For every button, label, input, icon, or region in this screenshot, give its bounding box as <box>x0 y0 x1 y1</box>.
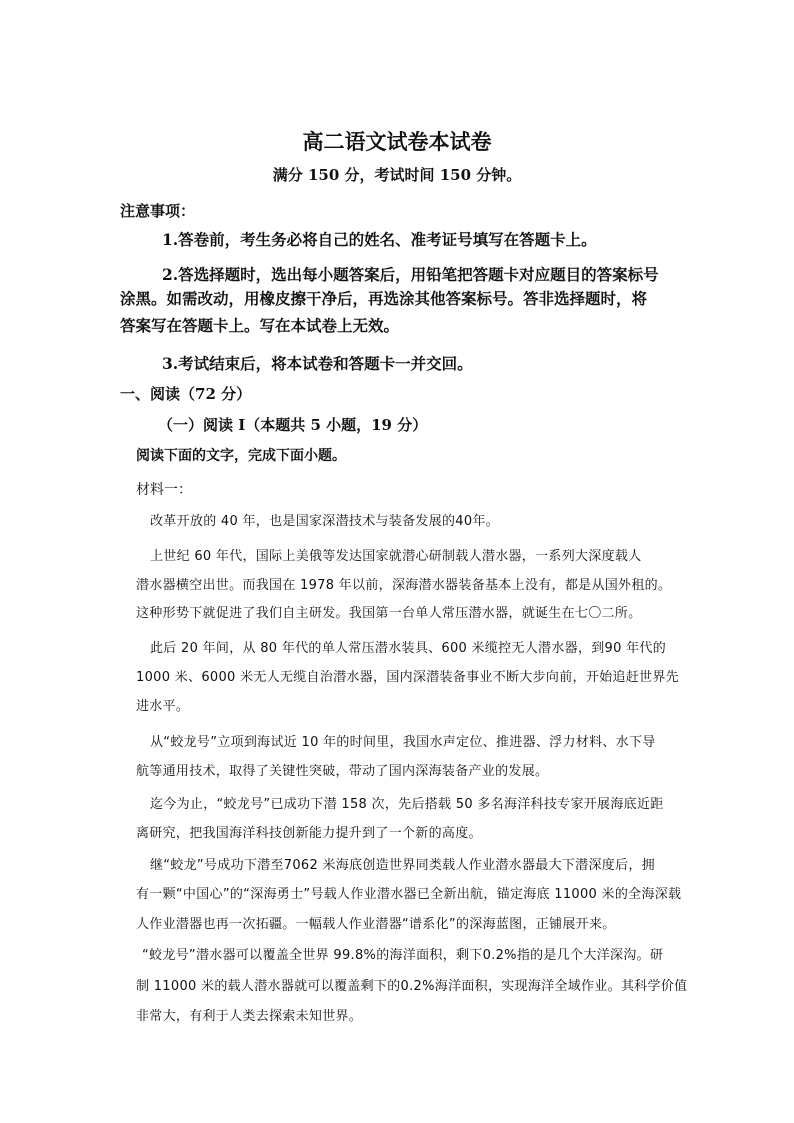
material-line: 潜水器横空出世。而我国在 1978 年以前，深海潜水器装备基本上没有，都是从国外租的。 <box>136 578 672 593</box>
material-line: 这种形势下就促进了我们自主研发。我国第一台单人常压潜水器，就诞生在七〇二所。 <box>136 606 642 621</box>
notice-item-2-line-3: 答案写在答题卡上。写在本试卷上无效。 <box>120 316 400 335</box>
material-line: 从“蛟龙号”立项到海试近 10 年的时间里，我国水声定位、推进器、浮力材料、水下导 <box>150 735 656 750</box>
page-title: 高二语文试卷本试卷 <box>302 129 492 154</box>
notice-heading: 注意事项： <box>120 202 196 220</box>
notice-item-3: 3.考试结束后，将本试卷和答题卡一并交回。 <box>162 354 473 373</box>
subsection-heading-reading-1: （一）阅读 I（本题共 5 小题，19 分） <box>158 416 428 434</box>
material-line: 离研究，把我国海洋科技创新能力提升到了一个新的高度。 <box>136 826 482 841</box>
material-line: 迄今为止，“蛟龙号”已成功下潜 158 次，先后搭载 50 多名海洋科技专家开展海底近距 <box>150 797 664 812</box>
page-subtitle: 满分 150 分，考试时间 150 分钟。 <box>272 166 522 184</box>
material-line: “蛟龙号”潜水器可以覆盖全世界 99.8%的海洋面积，剩下0.2%指的是几个大洋深沟。研 <box>142 948 664 963</box>
material-line: 此后 20 年间，从 80 年代的单人常压潜水装具、600 米缆控无人潜水器，到90 年代的 <box>150 641 667 656</box>
material-line: 1000 米、6000 米无人无缆自治潜水器，国内深潜装备事业不断大步向前，开始追赶世界先 <box>136 670 679 685</box>
notice-item-2-line-2: 涂黑。如需改动，用橡皮擦干净后，再选涂其他答案标号。答非选择题时，将 <box>120 289 648 308</box>
material-line: 制 11000 米的载人潜水器就可以覆盖剩下的0.2%海洋面积，实现海洋全域作业。其科学价值 <box>136 979 688 994</box>
material-line: 改革开放的 40 年，也是国家深潜技术与装备发展的40年。 <box>150 514 500 529</box>
material-line: 航等通用技术，取得了关键性突破，带动了国内深海装备产业的发展。 <box>136 764 549 779</box>
notice-item-1: 1.答卷前，考生务必将自己的姓名、准考证号填写在答题卡上。 <box>162 230 597 249</box>
material-line: 非常大，有利于人类去探索未知世界。 <box>136 1009 363 1024</box>
material-line: 进水平。 <box>136 699 190 714</box>
material-line: 继“蛟龙”号成功下潜至7062 米海底创造世界同类载人作业潜水器最大下潜深度后，拥 <box>150 858 655 873</box>
section-heading-reading: 一、阅读（72 分） <box>120 385 252 403</box>
notice-item-2-line-1: 2.答选择题时，选出每小题答案后，用铅笔把答题卡对应题目的答案标号 <box>162 265 659 284</box>
material-label: 材料一： <box>136 482 192 498</box>
reading-instruction: 阅读下面的文字，完成下面小题。 <box>136 448 346 464</box>
material-line: 人作业潜器也再一次拓疆。一幅载人作业潜器“谱系化”的深海蓝图，正铺展开来。 <box>136 917 616 932</box>
material-line: 有一颗“中国心”的“深海勇士”号载人作业潜水器已全新出航，锚定海底 11000 米的全海深载 <box>136 887 682 902</box>
material-line: 上世纪 60 年代，国际上美俄等发达国家就潜心研制载人潜水器，一系列大深度载人 <box>150 549 642 564</box>
